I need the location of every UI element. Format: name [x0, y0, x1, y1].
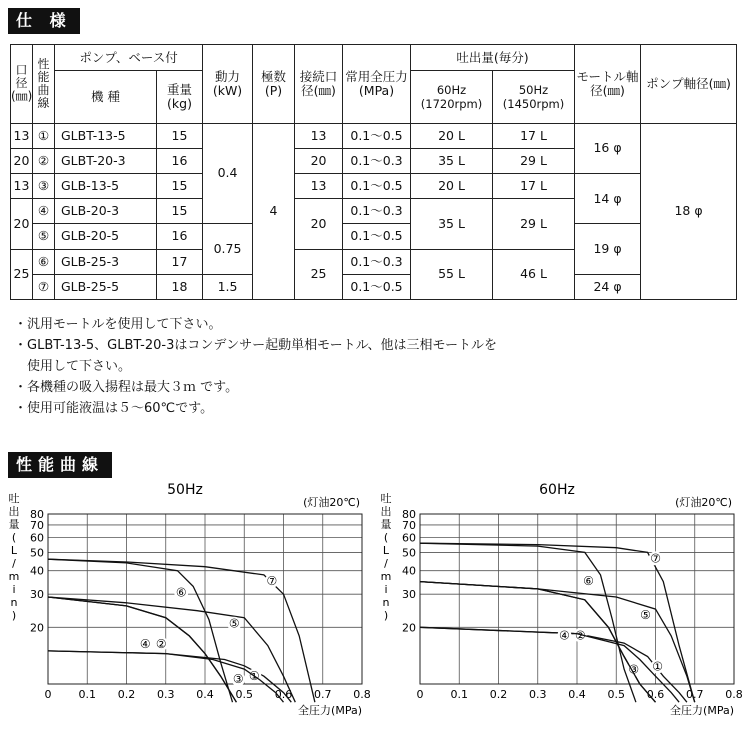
header-conn-bore: 接続口径(㎜) [295, 45, 343, 124]
chart-note: (灯油20℃) [675, 496, 732, 509]
curve-cell: ① [33, 123, 55, 148]
y-axis-label-char: ) [11, 609, 17, 622]
x-tick-label: 0.7 [686, 688, 704, 701]
header-power: 動力(kW) [203, 45, 253, 124]
conn-bore-cell: 13 [295, 173, 343, 198]
header-curve-no: 性能曲線 [33, 45, 55, 124]
conn-bore-cell: 25 [295, 249, 343, 299]
series-label: ② [575, 628, 586, 643]
motor-shaft-cell: 14 φ [575, 173, 641, 223]
model-cell: GLB-25-3 [55, 249, 157, 274]
weight-cell: 16 [157, 224, 203, 249]
pressure-cell: 0.1～0.5 [343, 274, 411, 299]
series-label: ⑦ [650, 551, 662, 566]
series-label: ① [652, 659, 664, 674]
motor-shaft-cell: 24 φ [575, 274, 641, 299]
header-60hz [411, 71, 493, 123]
header-pump-base: ポンプ、ベース付 [55, 45, 203, 71]
series-label: ③ [628, 662, 640, 677]
pressure-cell: 0.1～0.5 [343, 123, 411, 148]
power-cell: 0.4 [203, 123, 253, 224]
model-cell: GLB-13-5 [55, 173, 157, 198]
y-axis-label-char: i [12, 583, 16, 596]
poles-cell: 4 [253, 123, 295, 299]
series-line [48, 597, 295, 702]
pressure-cell: 0.1～0.3 [343, 249, 411, 274]
series-label: ② [155, 636, 167, 651]
y-axis-label-char: L [10, 544, 18, 557]
y-axis-label-char: 出 [380, 505, 392, 518]
curve-cell: ⑦ [33, 274, 55, 299]
table-row [11, 123, 737, 148]
discharge-50-cell: 29 L [493, 199, 575, 249]
motor-shaft-cell: 19 φ [575, 224, 641, 274]
header-60hz-rpm: (1720rpm) [420, 96, 483, 111]
chart-60hz-svg [372, 478, 744, 727]
x-tick-label: 0.6 [274, 688, 293, 701]
bore-cell: 20 [11, 148, 33, 173]
model-cell: GLBT-13-5 [55, 123, 157, 148]
header-poles: 極数(P) [253, 45, 295, 124]
x-tick-label: 0.3 [157, 688, 175, 701]
chart-title: 50Hz [167, 482, 203, 498]
y-tick-label: 20 [30, 621, 44, 635]
x-tick-label: 0.6 [646, 688, 665, 701]
model-cell: GLB-20-3 [55, 199, 157, 224]
header-discharge: 吐出量(毎分) [411, 45, 575, 71]
x-tick-label: 0 [416, 688, 424, 701]
x-tick-label: 0.2 [489, 688, 508, 701]
header-weight: 重量(kg) [157, 71, 203, 123]
y-axis-label-char: 出 [8, 505, 20, 518]
x-tick-label: 0.3 [529, 688, 547, 701]
y-tick-label: 40 [402, 564, 416, 578]
y-axis-label-char: ( [11, 531, 17, 544]
y-tick-label: 70 [30, 518, 44, 532]
y-axis-label-char: ( [383, 531, 389, 544]
curve-cell: ⑥ [33, 249, 55, 274]
y-axis-label-char: i [384, 583, 388, 596]
bore-cell: 13 [11, 173, 33, 198]
discharge-50-cell: 29 L [493, 148, 575, 173]
series-label: ① [248, 668, 260, 683]
header-pressure: 常用全圧力(MPa) [343, 45, 411, 124]
y-tick-label: 50 [402, 546, 416, 560]
curves-section-title: 性能曲線 [8, 452, 112, 478]
bore-cell: 25 [11, 249, 33, 299]
power-cell: 0.75 [203, 224, 253, 274]
weight-cell: 16 [157, 148, 203, 173]
series-label: ④ [139, 636, 151, 651]
power-cell: 1.5 [203, 274, 253, 299]
pressure-cell: 0.1～0.5 [343, 173, 411, 198]
y-tick-label: 40 [30, 564, 44, 578]
note-line: ・各機種の吸入揚程は最大３ｍ です。 [14, 380, 239, 395]
y-tick-label: 20 [402, 621, 416, 635]
y-axis-label-char: m [8, 570, 20, 583]
y-axis-label-char: 吐 [8, 492, 20, 505]
x-tick-label: 0.1 [78, 688, 96, 701]
model-cell: GLB-25-5 [55, 274, 157, 299]
chart-note: (灯油20℃) [303, 496, 360, 509]
series-label: ③ [232, 672, 244, 687]
discharge-50-cell: 17 L [493, 173, 575, 198]
chart-50hz [0, 478, 372, 731]
x-tick-label: 0.4 [196, 688, 214, 701]
chart-60hz [372, 478, 744, 731]
y-axis-label-char: n [382, 596, 390, 609]
table-row [11, 224, 737, 249]
pressure-cell: 0.1～0.3 [343, 148, 411, 173]
y-tick-label: 80 [402, 508, 416, 521]
series-label: ⑦ [266, 573, 278, 588]
weight-cell: 15 [157, 173, 203, 198]
note-line: ・GLBT-13-5、GLBT-20-3はコンデンサー起動単相モートル、他は三相モートルを [14, 338, 498, 353]
y-axis-label-char: / [12, 557, 16, 570]
y-axis-label-char: / [384, 557, 388, 570]
pressure-cell: 0.1～0.5 [343, 224, 411, 249]
header-50hz-rpm: (1450rpm) [502, 96, 565, 111]
notes [14, 314, 497, 419]
curve-cell: ③ [33, 173, 55, 198]
conn-bore-cell: 20 [295, 148, 343, 173]
x-tick-label: 0.7 [314, 688, 332, 701]
chart-title: 60Hz [539, 482, 575, 498]
discharge-50-cell: 17 L [493, 123, 575, 148]
motor-shaft-cell: 16 φ [575, 123, 641, 173]
y-axis-label-char: 量 [380, 518, 392, 531]
y-axis-label-char: ) [383, 609, 389, 622]
discharge-60-cell: 20 L [411, 173, 493, 198]
header-50hz-label: 50Hz [518, 82, 549, 97]
y-axis-label-char: L [382, 544, 390, 557]
series-label: ⑥ [583, 573, 594, 588]
spec-table [10, 44, 737, 300]
header-model: 機 種 [55, 71, 157, 123]
table-row [11, 173, 737, 198]
header-motor-shaft: モートル軸径(㎜) [575, 45, 641, 124]
series-line [420, 543, 695, 702]
curve-cell: ④ [33, 199, 55, 224]
bore-cell: 13 [11, 123, 33, 148]
x-tick-label: 0.5 [607, 688, 625, 701]
y-tick-label: 80 [30, 508, 44, 521]
x-tick-label: 0.8 [353, 688, 371, 701]
y-axis-label-char: 量 [8, 518, 20, 531]
header-50hz [493, 71, 575, 123]
y-axis-label-char: m [380, 570, 392, 583]
x-tick-label: 0.8 [725, 688, 743, 701]
pump-shaft-cell: 18 φ [641, 123, 737, 299]
weight-cell: 18 [157, 274, 203, 299]
header-pump-shaft: ポンプ軸径(㎜) [641, 45, 737, 124]
x-axis-label: 全圧力(MPa) [298, 704, 362, 717]
series-label: ④ [559, 628, 570, 643]
curve-cell: ② [33, 148, 55, 173]
y-axis-label-char: n [10, 596, 18, 609]
weight-cell: 17 [157, 249, 203, 274]
x-tick-label: 0.4 [568, 688, 586, 701]
pressure-cell: 0.1～0.3 [343, 199, 411, 224]
header-bore: 口径(㎜) [11, 45, 33, 124]
bore-cell: 20 [11, 199, 33, 249]
x-axis-label: 全圧力(MPa) [670, 704, 734, 717]
discharge-60-cell: 20 L [411, 123, 493, 148]
discharge-60-cell: 35 L [411, 199, 493, 249]
x-tick-label: 0.5 [235, 688, 253, 701]
table-row [11, 274, 737, 299]
model-cell: GLB-20-5 [55, 224, 157, 249]
series-label: ⑥ [175, 585, 187, 600]
model-cell: GLBT-20-3 [55, 148, 157, 173]
discharge-60-cell: 55 L [411, 249, 493, 299]
weight-cell: 15 [157, 199, 203, 224]
conn-bore-cell: 20 [295, 199, 343, 249]
y-tick-label: 70 [402, 518, 416, 532]
header-60hz-label: 60Hz [436, 82, 467, 97]
y-tick-label: 30 [30, 588, 44, 602]
y-tick-label: 60 [30, 531, 44, 545]
note-line: ・汎用モートルを使用して下さい。 [14, 317, 222, 332]
weight-cell: 15 [157, 123, 203, 148]
discharge-60-cell: 35 L [411, 148, 493, 173]
x-tick-label: 0.2 [117, 688, 136, 701]
curve-cell: ⑤ [33, 224, 55, 249]
y-tick-label: 30 [402, 588, 416, 602]
y-tick-label: 60 [402, 531, 416, 545]
x-tick-label: 0 [44, 688, 52, 701]
series-label: ⑤ [640, 608, 651, 623]
y-tick-label: 50 [30, 546, 44, 560]
chart-50hz-svg [0, 478, 372, 727]
y-axis-label-char: 吐 [380, 492, 392, 505]
x-tick-label: 0.1 [450, 688, 468, 701]
note-line: ・使用可能液温は５～60℃です。 [14, 401, 214, 416]
series-line [420, 543, 636, 702]
conn-bore-cell: 13 [295, 123, 343, 148]
spec-section-title: 仕 様 [8, 8, 80, 34]
discharge-50-cell: 46 L [493, 249, 575, 299]
note-line: 使用して下さい。 [14, 359, 132, 374]
series-label: ⑤ [228, 616, 240, 631]
